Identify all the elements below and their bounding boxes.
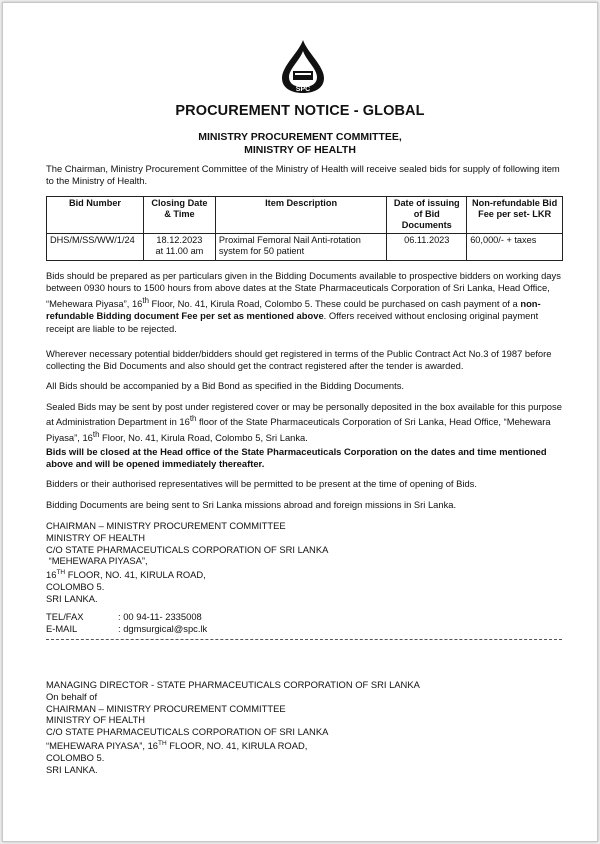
paragraph-bid-preparation bbox=[46, 270, 564, 335]
header-bid-number: Bid Number bbox=[47, 197, 144, 234]
address2-line-4: MINISTRY OF HEALTH bbox=[46, 714, 145, 726]
table-header-row bbox=[47, 197, 563, 234]
intro-paragraph: The Chairman, Ministry Procurement Committee of the Ministry of Health will receive sealed bids for supply of following item to the Ministry of Health. bbox=[46, 163, 560, 187]
cell-item-description: Proximal Femoral Nail Anti-rotation system for 50 patient bbox=[215, 234, 386, 261]
address2-line-3: CHAIRMAN – MINISTRY PROCUREMENT COMMITTEE bbox=[46, 702, 286, 714]
para4-text-a: Sealed Bids may be sent by post under registered cover or may be personally deposited in the box available for this purpose at Administration Department in 16 bbox=[46, 401, 562, 428]
cell-closing-date bbox=[143, 234, 215, 261]
address2-line-6 bbox=[46, 738, 420, 752]
para1-text-c: . Offers received without enclosing original payment receipt are liable to be rejected. bbox=[46, 310, 539, 334]
paragraph-closing: Bids will be closed at the Head office of the State Pharmaceuticals Corporation on the dates and time mentioned above and will be opened immediately thereafter. bbox=[46, 446, 547, 470]
paragraph-registration: Wherever necessary potential bidder/bidders should get registered in terms of the Public Contract Act No.3 of 1987 before collecting the Bid Documents and also should get the contract registered after the tender is awarded. bbox=[46, 348, 552, 372]
address1-line-2: MINISTRY OF HEALTH bbox=[46, 531, 145, 543]
address2-line-6-sup: TH bbox=[158, 739, 167, 747]
spc-logo-icon bbox=[278, 38, 328, 94]
address1-line-3: C/O STATE PHARMACEUTICALS CORPORATION OF SRI LANKA bbox=[46, 543, 329, 555]
para4-sup-2: th bbox=[92, 429, 100, 439]
address2-line-2: On behalf of bbox=[46, 690, 98, 702]
para1-text-b: Floor, No. 41, Kirula Road, Colombo 5. These could be purchased on cash payment of a bbox=[148, 297, 521, 309]
para1-sup: th bbox=[142, 295, 149, 305]
paragraph-bidders-present: Bidders or their authorised representatives will be permitted to be present at the time of opening of Bids. bbox=[46, 478, 477, 489]
para1-bold: non-refundable Bidding document Fee per set as mentioned above bbox=[46, 297, 541, 322]
para1-text-a: Bids should be prepared as per particulars given in the Bidding Documents available to prospective bidders on working days between 0930 hours to 1500 hours from above dates at the State Pharmaceuticals Corporation of Sri Lanka, Head Office, “Mehewara Piyasa”, 16 bbox=[46, 270, 561, 309]
header-bid-fee: Non-refundable Bid Fee per set- LKR bbox=[467, 197, 563, 234]
address2-line-8: SRI LANKA. bbox=[46, 763, 98, 775]
address1-line-5 bbox=[46, 567, 328, 581]
tel-label: TEL/FAX bbox=[46, 611, 84, 622]
address1-line-7: SRI LANKA. bbox=[46, 592, 98, 604]
header-issue-date: Date of issuing of Bid Documents bbox=[387, 197, 467, 234]
cell-bid-fee: 60,000/- + taxes bbox=[467, 234, 563, 261]
logo-text: SPC bbox=[295, 86, 311, 93]
cell-bid-number: DHS/M/SS/WW/1/24 bbox=[47, 234, 144, 261]
tel-value: : 00 94-11- 2335008 bbox=[118, 611, 202, 622]
address1-line-5b: FLOOR, NO. 41, KIRULA ROAD, bbox=[65, 569, 206, 581]
para4-sup-1: th bbox=[189, 414, 197, 424]
header-item-description: Item Description bbox=[215, 197, 386, 234]
paragraph-missions: Bidding Documents are being sent to Sri Lanka missions abroad and foreign missions in Sri Lanka. bbox=[46, 499, 457, 510]
closing-date: 18.12.2023 bbox=[156, 235, 203, 245]
paragraph-sealed-bids bbox=[46, 401, 564, 444]
paragraph-bid-bond: All Bids should be accompanied by a Bid Bond as specified in the Bidding Documents. bbox=[46, 380, 405, 391]
divider bbox=[46, 639, 562, 640]
address2-line-6a: “MEHEWARA PIYASA”, 16 bbox=[46, 740, 159, 752]
header-closing-date: Closing Date & Time bbox=[143, 197, 215, 234]
address-block-1 bbox=[46, 520, 328, 605]
subtitle bbox=[3, 131, 597, 157]
contact-block bbox=[46, 611, 207, 635]
para4-text-c: Floor, No. 41, Kirula Road, Colombo 5, Sri Lanka. bbox=[99, 432, 308, 444]
address1-line-6: COLOMBO 5. bbox=[46, 581, 105, 593]
address1-line-4: “MEHEWARA PIYASA”, bbox=[46, 555, 148, 567]
closing-time: at 11.00 am bbox=[155, 246, 204, 256]
subtitle-line-1: MINISTRY PROCUREMENT COMMITTEE, bbox=[198, 131, 402, 143]
address1-line-5-sup: TH bbox=[56, 569, 66, 577]
para4-text-b: floor of the State Pharmaceuticals Corporation of Sri Lanka, Head Office, “Mehewara Piyasa”, 16 bbox=[46, 416, 551, 444]
address2-line-1: MANAGING DIRECTOR - STATE PHARMACEUTICALS CORPORATION OF SRI LANKA bbox=[46, 679, 420, 690]
subtitle-line-2: MINISTRY OF HEALTH bbox=[244, 144, 356, 156]
address1-line-5a: 16 bbox=[46, 569, 57, 581]
address2-line-5: C/O STATE PHARMACEUTICALS CORPORATION OF SRI LANKA bbox=[46, 726, 329, 738]
address2-line-6b: FLOOR, NO. 41, KIRULA ROAD, bbox=[166, 740, 308, 752]
bid-table bbox=[46, 196, 563, 261]
notice-page bbox=[2, 2, 598, 842]
email-label: E-MAIL bbox=[46, 622, 78, 634]
contact-email bbox=[46, 623, 207, 635]
contact-tel bbox=[46, 611, 207, 623]
address2-line-7: COLOMBO 5. bbox=[46, 751, 105, 763]
address-block-2 bbox=[46, 679, 420, 776]
table-row bbox=[47, 234, 563, 261]
cell-issue-date: 06.11.2023 bbox=[387, 234, 467, 261]
address1-line-1: CHAIRMAN – MINISTRY PROCUREMENT COMMITTEE bbox=[46, 520, 286, 531]
email-value: : dgmsurgical@spc.lk bbox=[118, 622, 208, 634]
page-title: PROCUREMENT NOTICE - GLOBAL bbox=[175, 103, 425, 119]
